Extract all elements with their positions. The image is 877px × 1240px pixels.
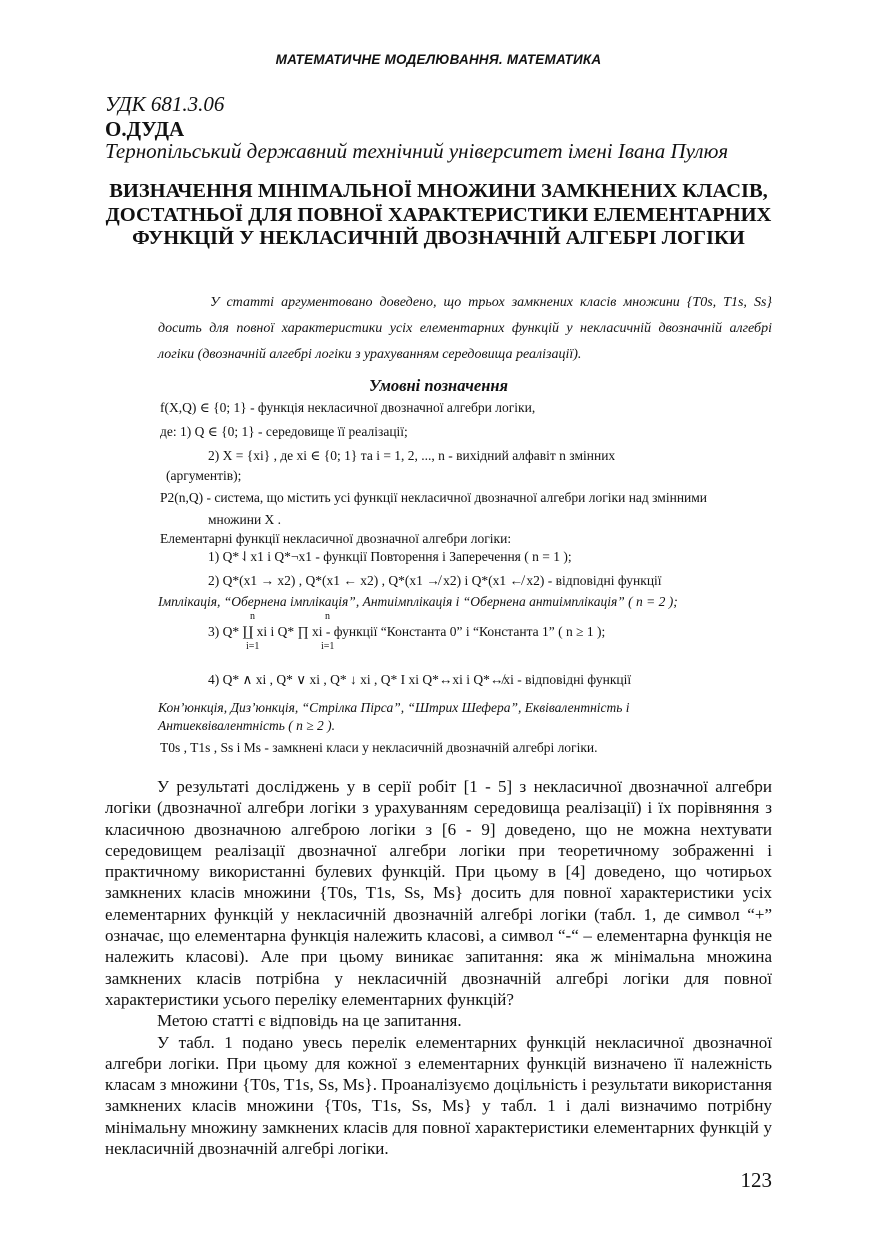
body-paragraph: У результаті досліджень у в серії робіт [1 - 5] з некласичної двозначної алгебри логіки (двозначної алгебри логіки з урахуванням середовища реалізації) і їх порівняння з класичною двозначною алгеброю логіки з [6 - 9] доведено, що не можна нехтувати середовищем реалізації двозначної алгебри логіки при теоретичному зображенні і практичному використанні булевих функцій. При цьому в [4] доведено, що чотирьох замкнених класів множини {T0s, T1s, Ss, Ms} досить для повної характеристики усіх елементарних функцій у некласичній двозначній алгебрі логіки (табл. 1, де символ “+” означає, що елементарна функція належить класові, а символ “-“ – елементарна функція не належить класові). Але при цьому виникає запитання: яка ж мінімальна множина замкнених класів потрібна у некласичній двозначній алгебрі логіки для повної характеристики усього переліку елементарних функцій?: [105, 777, 772, 1009]
notation-line: множини X .: [208, 512, 282, 527]
limit-upper: n: [250, 611, 255, 622]
article-title: ВИЗНАЧЕННЯ МІНІМАЛЬНОЇ МНОЖИНИ ЗАМКНЕНИХ КЛАСІВ, ДОСТАТНЬОЇ ДЛЯ ПОВНОЇ ХАРАКТЕРИСТИКИ ЕЛЕМЕНТАРНИХ ФУНКЦІЙ У НЕКЛАСИЧНІЙ ДВОЗНАЧНІЙ АЛГЕБРІ ЛОГІКИ: [105, 180, 772, 249]
notation-line: P2(n,Q) - система, що містить усі функції некласичної двозначної алгебри логіки над змінними: [160, 490, 708, 505]
limit-lower: i=1: [321, 641, 335, 652]
udc-code: УДК 681.3.06: [105, 92, 225, 116]
body-paragraph: Метою статті є відповідь на це запитання.: [157, 1011, 462, 1031]
notation-line: (аргументів);: [166, 468, 242, 483]
notation-line: Елементарні функції некласичної двозначної алгебри логіки:: [160, 531, 512, 546]
notation-line: T0s , T1s , Ss і Ms - замкнені класи у некласичній двозначній алгебрі логіки.: [160, 740, 598, 755]
body-text: [105, 776, 772, 1159]
author-name: О.ДУДА: [105, 117, 185, 141]
page-number: 123: [740, 1168, 772, 1192]
notation-line: 1) Q*⇃x1 і Q*¬x1 - функції Повторення і Заперечення ( n = 1 );: [208, 549, 572, 564]
notation-line: Кон’юнкція, Диз’юнкція, “Стрілка Пірса”, “Штрих Шефера”, Еквівалентність і: [158, 700, 630, 715]
notation-line: 2) X = {xi} , де xi ∈ {0; 1} та i = 1, 2, ..., n - вихідний алфавіт n змінних: [208, 448, 616, 463]
author-affiliation: Тернопільський державний технічний університет імені Івана Пулюя: [105, 139, 729, 163]
notation-line: 4) Q* ∧ xi , Q* ∨ xi , Q* ↓ xi , Q* I xi Q*↔xi і Q*↮xi - відповідні функції: [208, 672, 632, 687]
notation-line: де: 1) Q ∈ {0; 1} - середовище її реалізації;: [160, 424, 408, 439]
limit-lower: i=1: [246, 641, 260, 652]
notation-heading: Умовні позначення: [368, 376, 509, 395]
abstract: У статті аргументовано доведено, що трьох замкнених класів множини {T0s, T1s, Ss} досить для повної характеристики усіх елементарних функцій у некласичній двозначній алгебрі логіки (двозначній алгебрі логіки з урахуванням середовища реалізації).: [158, 295, 772, 362]
notation-line: Антиеквівалентність ( n ≥ 2 ).: [158, 718, 336, 733]
limit-upper: n: [325, 611, 330, 622]
notation-line: 2) Q*(x1 → x2) , Q*(x1 ← x2) , Q*(x1 ↛ x2) і Q*(x1 ↚ x2) - відповідні функції: [208, 573, 662, 588]
running-title: МАТЕМАТИЧНЕ МОДЕЛЮВАННЯ. МАТЕМАТИКА: [275, 52, 602, 67]
notation-line: 3) Q* ∐ xi і Q* ∏ xi - функції “Константа 0” і “Константа 1” ( n ≥ 1 );: [208, 624, 606, 639]
notation-line: Імплікація, “Обернена імплікація”, Антиімплікація і “Обернена антиімплікація” ( n = 2 );: [158, 594, 678, 609]
body-paragraph: У табл. 1 подано увесь перелік елементарних функцій некласичної двозначної алгебри логіки. При цьому для кожної з елементарних функцій визначено її належність класам з множини {T0s, T1s, Ss, Ms}. Проаналізуємо доцільність і результати використання замкнених класів множини {T0s, T1s, Ss, Ms} у табл. 1 і далі визначимо потрібну мінімальну множину замкнених класів для повної характеристики елементарних функцій у некласичній двозначній алгебрі логіки.: [105, 1032, 772, 1159]
notation-line: f(X,Q) ∈ {0; 1} - функція некласичної двозначної алгебри логіки,: [160, 400, 536, 415]
